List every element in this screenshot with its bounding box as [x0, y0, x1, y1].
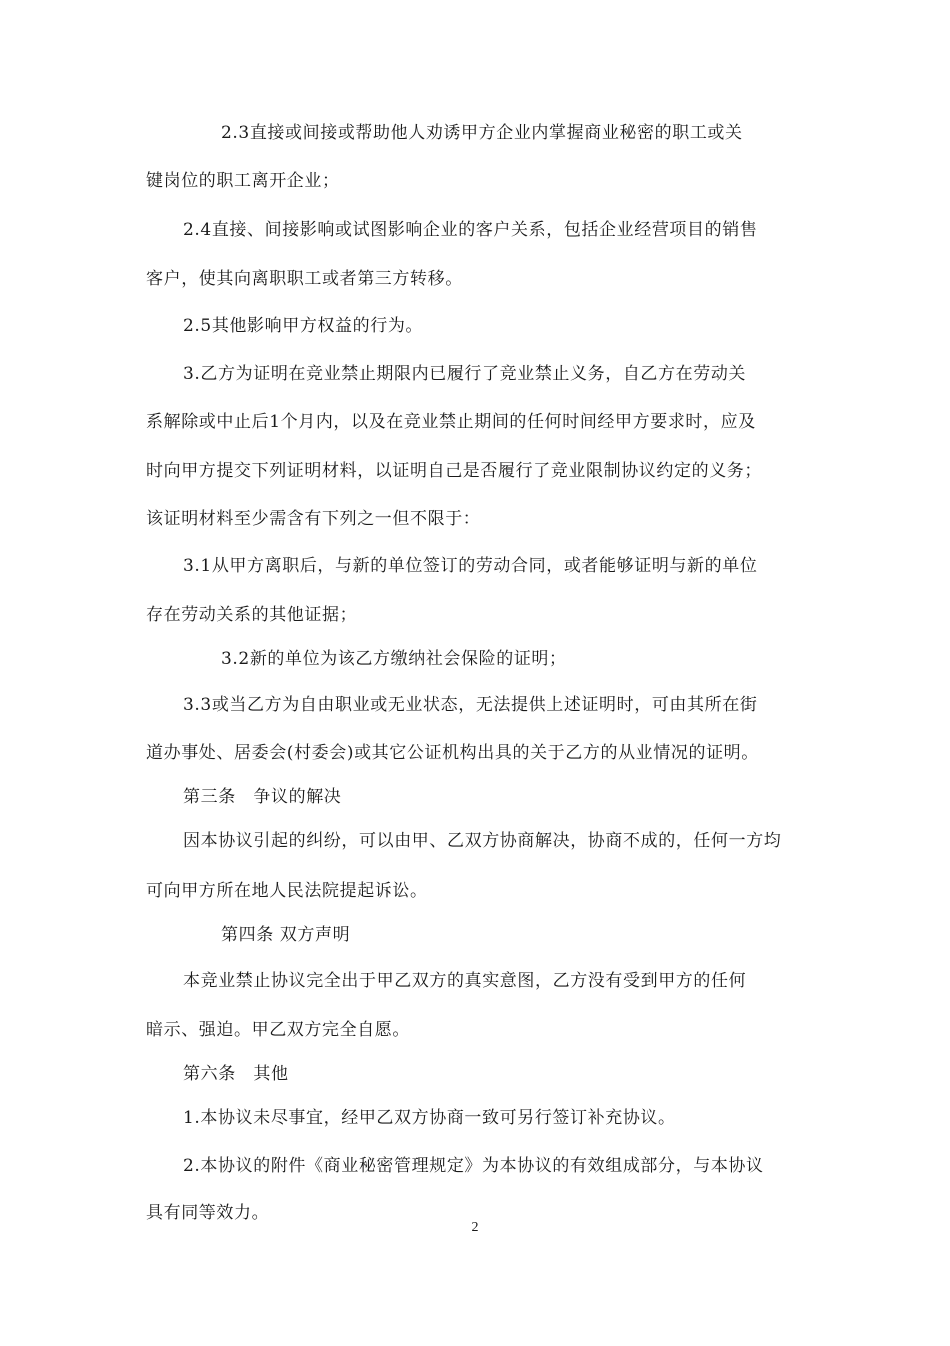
section-heading: 第四条 双方声明 — [221, 925, 351, 945]
text-line: 时向甲方提交下列证明材料，以证明自己是否履行了竞业限制协议约定的义务； — [146, 461, 762, 481]
section-heading: 第六条 其他 — [183, 1064, 289, 1084]
text-line: 3.1从甲方离职后，与新的单位签订的劳动合同，或者能够证明与新的单位 — [183, 556, 758, 576]
text-line: 道办事处、居委会(村委会)或其它公证机构出具的关于乙方的从业情况的证明。 — [146, 743, 759, 763]
text-line: 3.乙方为证明在竞业禁止期限内已履行了竞业禁止义务，自乙方在劳动关 — [183, 364, 747, 384]
text-line: 3.2新的单位为该乙方缴纳社会保险的证明； — [221, 649, 567, 669]
text-line: 1.本协议未尽事宜，经甲乙双方协商一致可另行签订补充协议。 — [183, 1108, 676, 1128]
text-line: 具有同等效力。 — [146, 1203, 270, 1223]
text-line: 该证明材料至少需含有下列之一但不限于： — [146, 509, 481, 529]
text-line: 客户，使其向离职职工或者第三方转移。 — [146, 269, 463, 289]
text-line: 2.4直接、间接影响或试图影响企业的客户关系，包括企业经营项目的销售 — [183, 220, 758, 240]
text-line: 因本协议引起的纠纷，可以由甲、乙双方协商解决，协商不成的，任何一方均 — [183, 831, 782, 851]
text-line: 3.3或当乙方为自由职业或无业状态，无法提供上述证明时，可由其所在街 — [183, 695, 758, 715]
text-line: 本竞业禁止协议完全出于甲乙双方的真实意图，乙方没有受到甲方的任何 — [183, 971, 747, 991]
text-line: 存在劳动关系的其他证据； — [146, 605, 358, 625]
text-line: 2.本协议的附件《商业秘密管理规定》为本协议的有效组成部分，与本协议 — [183, 1156, 764, 1176]
text-line: 2.5其他影响甲方权益的行为。 — [183, 316, 424, 336]
page-number: 2 — [471, 1220, 479, 1235]
text-line: 系解除或中止后1个月内，以及在竞业禁止期间的任何时间经甲方要求时，应及 — [146, 412, 756, 432]
text-line: 键岗位的职工离开企业； — [146, 171, 340, 191]
text-line: 2.3直接或间接或帮助他人劝诱甲方企业内掌握商业秘密的职工或关 — [221, 123, 743, 143]
text-line: 暗示、强迫。甲乙双方完全自愿。 — [146, 1020, 410, 1040]
section-heading: 第三条 争议的解决 — [183, 787, 342, 807]
text-line: 可向甲方所在地人民法院提起诉讼。 — [146, 881, 428, 901]
